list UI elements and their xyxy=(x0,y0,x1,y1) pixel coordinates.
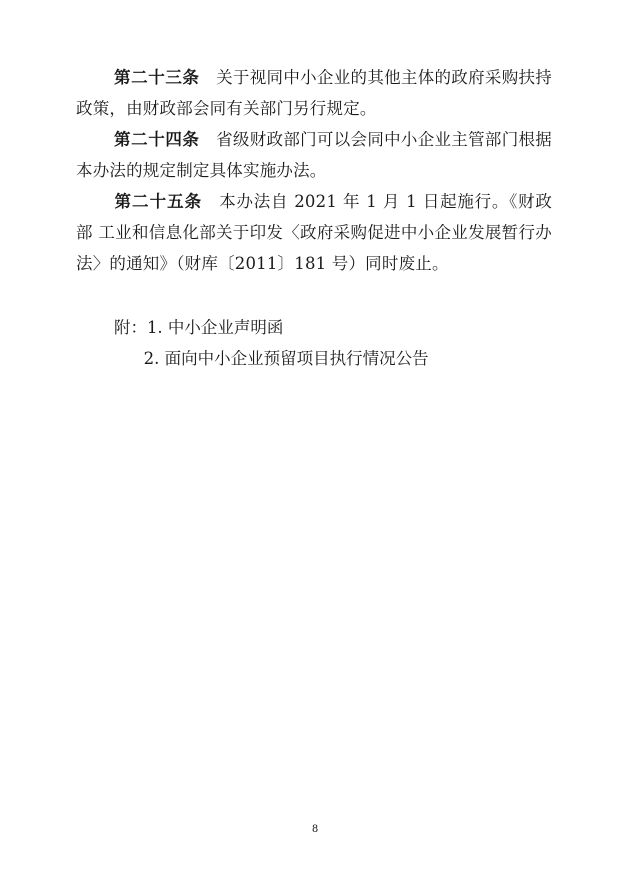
paragraph-article-23 xyxy=(76,62,552,124)
paragraph-article-25 xyxy=(76,186,552,279)
attachment-item-1: 1. 中小企业声明函 xyxy=(146,318,284,337)
attachment-line-2 xyxy=(76,343,552,374)
attachments-label: 附： xyxy=(113,318,147,337)
article-heading: 第二十三条 xyxy=(113,68,200,87)
article-heading: 第二十四条 xyxy=(113,130,200,149)
page-number: 8 xyxy=(311,824,319,835)
attachment-line-1 xyxy=(76,312,552,343)
attachments-block xyxy=(76,312,552,374)
paragraph-article-24 xyxy=(76,124,552,186)
article-text: 省级财政部门可以会同中小企业主管部门根据本办法的规定制定具体实施办法。 xyxy=(76,130,553,180)
article-heading: 第二十五条 xyxy=(113,192,203,211)
article-text: 关于视同中小企业的其他主体的政府采购扶持政策，由财政部会同有关部门另行规定。 xyxy=(76,68,553,118)
article-text: 本办法自 2021 年 1 月 1 日起施行。《财政部 工业和信息化部关于印发〈政府采购促进中小企业发展暂行办法〉的通知》（财库〔2011〕181 号）同时废止。 xyxy=(76,192,553,273)
document-body xyxy=(76,62,552,374)
attachment-item-2: 2. 面向中小企业预留项目执行情况公告 xyxy=(143,349,429,368)
